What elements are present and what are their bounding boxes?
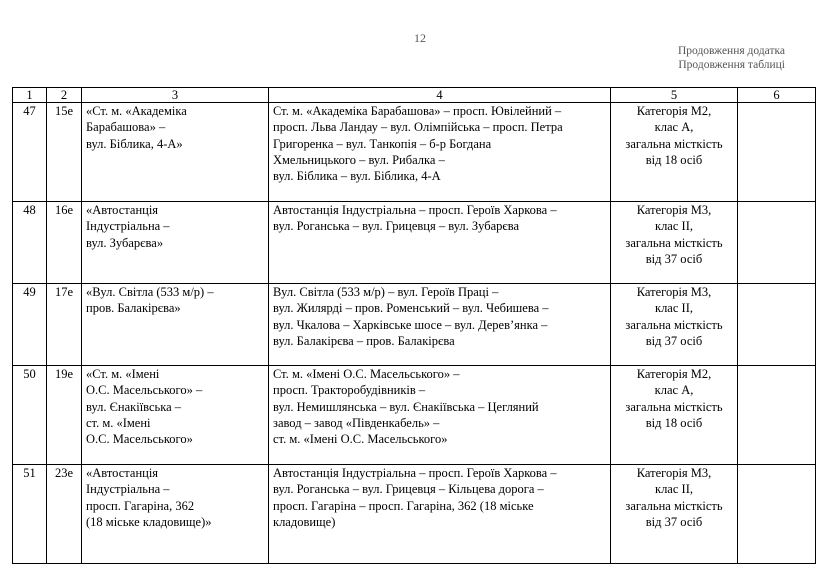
- page-number: 12: [414, 31, 426, 45]
- row-number: 50: [13, 366, 47, 465]
- row-number: 48: [13, 202, 47, 284]
- route-number: 17е: [47, 284, 82, 366]
- note-cell: [738, 465, 816, 564]
- continuation-line-table: Продовження таблиці: [678, 59, 785, 71]
- route-name: «Автостанція Індустріальна – просп. Гагаріна, 362 (18 міське кладовище)»: [82, 465, 269, 564]
- routes-table: [12, 87, 816, 564]
- route-path: Ст. м. «Академіка Барабашова» – просп. Ювілейний – просп. Льва Ландау – вул. Олімпійська – просп. Петра Григоренка – вул. Танкопія – б-р Богдана Хмельницького – вул. Рибалка – вул. Біблика – вул. Біблика, 4-А: [269, 103, 611, 202]
- header-cell: 3: [82, 88, 269, 103]
- header-cell: 5: [611, 88, 738, 103]
- route-number: 15е: [47, 103, 82, 202]
- header-cell: 1: [13, 88, 47, 103]
- table-row: [13, 366, 816, 465]
- vehicle-category: Категорія М2, клас А, загальна місткість від 18 осіб: [611, 366, 738, 465]
- route-path: Вул. Світла (533 м/р) – вул. Героїв Праці – вул. Жилярді – пров. Роменський – вул. Чебишева – вул. Чкалова – Харківське шосе – вул. Дерев’янка – вул. Балакірєва – пров. Балакірєва: [269, 284, 611, 366]
- note-cell: [738, 202, 816, 284]
- row-number: 47: [13, 103, 47, 202]
- header-cell: 2: [47, 88, 82, 103]
- header-cell: 6: [738, 88, 816, 103]
- note-cell: [738, 284, 816, 366]
- vehicle-category: Категорія М2, клас А, загальна місткість від 18 осіб: [611, 103, 738, 202]
- note-cell: [738, 366, 816, 465]
- table-header-row: [13, 88, 816, 103]
- route-name: «Ст. м. «Імені О.С. Масельського» – вул. Єнакіївська – ст. м. «Імені О.С. Масельського»: [82, 366, 269, 465]
- vehicle-category: Категорія М3, клас ІІ, загальна місткість від 37 осіб: [611, 465, 738, 564]
- route-number: 23е: [47, 465, 82, 564]
- table-row: [13, 465, 816, 564]
- route-number: 16е: [47, 202, 82, 284]
- route-path: Автостанція Індустріальна – просп. Героїв Харкова – вул. Роганська – вул. Грицевця – Кільцева дорога – просп. Гагаріна – просп. Гагаріна, 362 (18 міське кладовище): [269, 465, 611, 564]
- route-name: «Вул. Світла (533 м/р) – пров. Балакірєва»: [82, 284, 269, 366]
- vehicle-category: Категорія М3, клас ІІ, загальна місткість від 37 осіб: [611, 284, 738, 366]
- route-name: «Ст. м. «Академіка Барабашова» – вул. Біблика, 4-А»: [82, 103, 269, 202]
- table-row: [13, 202, 816, 284]
- route-path: Автостанція Індустріальна – просп. Героїв Харкова – вул. Роганська – вул. Грицевця – вул. Зубарєва: [269, 202, 611, 284]
- route-name: «Автостанція Індустріальна – вул. Зубарєва»: [82, 202, 269, 284]
- header-cell: 4: [269, 88, 611, 103]
- table-row: [13, 103, 816, 202]
- route-number: 19е: [47, 366, 82, 465]
- route-path: Ст. м. «Імені О.С. Масельського» – просп. Тракторобудівників – вул. Немишлянська – вул. Єнакіївська – Цегляний завод – завод «Південкабель» – ст. м. «Імені О.С. Масельського»: [269, 366, 611, 465]
- row-number: 49: [13, 284, 47, 366]
- note-cell: [738, 103, 816, 202]
- vehicle-category: Категорія М3, клас ІІ, загальна місткість від 37 осіб: [611, 202, 738, 284]
- continuation-line-appendix: Продовження додатка: [677, 45, 785, 57]
- table-row: [13, 284, 816, 366]
- row-number: 51: [13, 465, 47, 564]
- continuation-note: [678, 44, 785, 72]
